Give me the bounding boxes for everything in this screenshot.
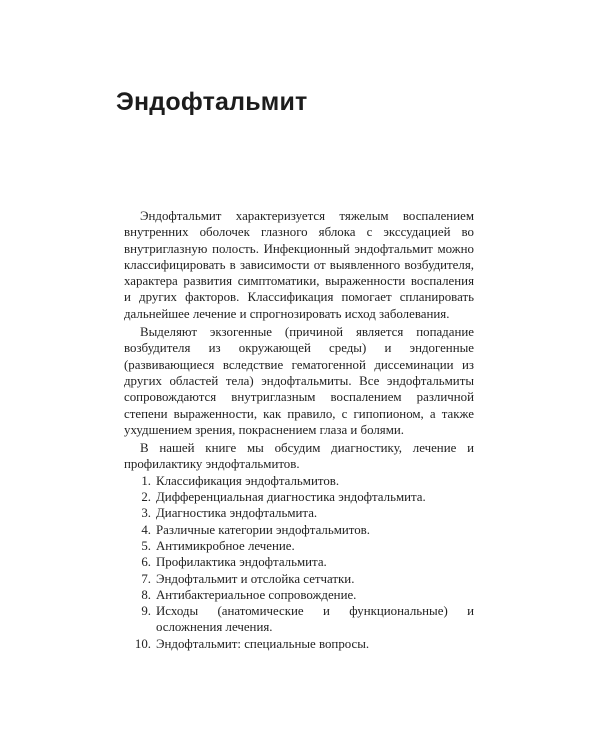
list-item	[124, 473, 474, 489]
list-item-number: 4.	[141, 522, 151, 537]
list-item-number: 1.	[141, 473, 151, 488]
list-item-text: Различные категории эндофтальмитов.	[156, 522, 370, 537]
list-item	[124, 505, 474, 521]
topics-list	[124, 473, 474, 652]
list-item	[124, 489, 474, 505]
list-item-number: 3.	[141, 506, 151, 521]
paragraph-types: Выделяют экзогенные (причиной является попадание возбудителя из окружающей среды) и эндогенные (развивающиеся вследствие гематогенной диссеминации из других областей тела) эндофтальмиты. Все эндофтальмиты сопровождаются внутриглазным воспалением различной степени выраженности, как правило, с гипопионом, а также ухудшением зрения, покраснением глаза и болями.	[124, 325, 474, 437]
list-item-text: Профилактика эндофтальмита.	[156, 555, 327, 570]
list-item	[124, 538, 474, 554]
list-item-number: 5.	[141, 538, 151, 553]
list-item	[124, 522, 474, 538]
list-item	[124, 636, 474, 652]
list-item-number: 7.	[141, 571, 151, 586]
list-item	[124, 554, 474, 570]
list-item	[124, 603, 474, 636]
list-item-text: Эндофтальмит: специальные вопросы.	[156, 636, 370, 651]
list-item-number: 10.	[134, 636, 151, 651]
list-item	[124, 571, 474, 587]
list-item-text: Диагностика эндофтальмита.	[156, 506, 318, 521]
list-item-number: 6.	[141, 555, 151, 570]
list-item-number: 2.	[141, 490, 151, 505]
chapter-title: Эндофтальмит	[116, 88, 308, 116]
list-item-text: Эндофтальмит и отслойка сетчатки.	[156, 571, 355, 586]
list-item	[124, 587, 474, 603]
list-item-number: 8.	[141, 587, 151, 602]
chapter-body	[124, 208, 474, 652]
list-item-text: Антибактериальное сопровождение.	[156, 587, 357, 602]
list-item-text: Антимикробное лечение.	[156, 538, 295, 553]
paragraph-intro: Эндофтальмит характеризуется тяжелым воспалением внутренних оболочек глазного яблока с экссудацией во внутриглазную полость. Инфекционный эндофтальмит можно классифицировать в зависимости от выявленного возбудителя, характера развития симптоматики, выраженности воспаления и других факторов. Классификация помогает спланировать дальнейшее лечение и спрогнозировать исход заболевания.	[124, 209, 474, 321]
paragraph-book-scope: В нашей книге мы обсудим диагностику, лечение и профилактику эндофтальмитов.	[124, 441, 474, 472]
list-item-text: Дифференциальная диагностика эндофтальмита.	[156, 490, 426, 505]
list-item-text: Классификация эндофтальмитов.	[156, 473, 340, 488]
list-item-text: Исходы (анатомические и функциональные) и осложнения лечения.	[156, 604, 474, 635]
list-item-number: 9.	[141, 604, 151, 619]
